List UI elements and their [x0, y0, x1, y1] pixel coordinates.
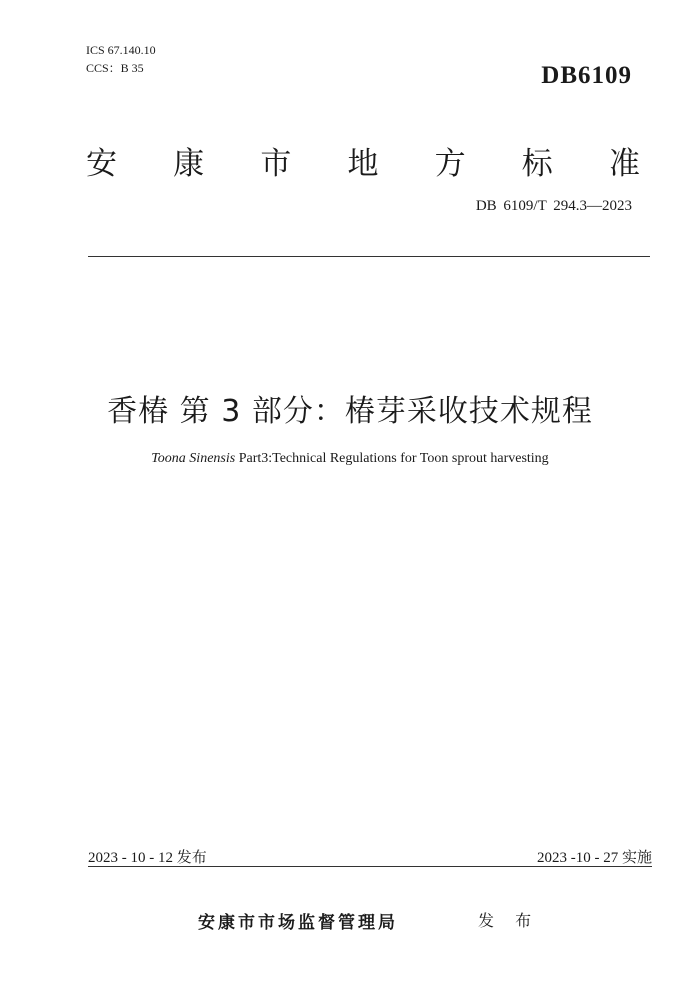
- ics-code: ICS 67.140.10: [86, 43, 156, 57]
- standard-type-char: 康: [173, 146, 205, 182]
- publish-label: 发 布: [478, 911, 540, 930]
- footer-divider: [88, 866, 652, 867]
- standard-type-char: 市: [260, 146, 292, 182]
- issuing-authority: 安康市市场监督管理局: [198, 913, 398, 933]
- header-divider: [88, 256, 650, 257]
- standard-type-char: 安: [86, 146, 117, 182]
- en-title-italic: Toona Sinensis: [151, 451, 236, 466]
- en-title-rest: Part3:Technical Regulations for Toon sprout harvesting: [235, 451, 549, 466]
- standard-type-char: 地: [347, 146, 379, 182]
- standard-type-char: 方: [434, 146, 466, 182]
- standard-type-char: 标: [521, 146, 553, 182]
- standard-type-char: 准: [608, 146, 640, 182]
- db-code-logo: DB6109: [541, 62, 632, 89]
- ccs-code: CCS：B 35: [86, 61, 144, 75]
- implementation-date: 2023 -10 - 27 实施: [537, 850, 652, 866]
- document-title-cn: 香椿 第 3 部分：椿芽采收技术规程: [107, 394, 593, 429]
- document-title-en: [0, 451, 700, 467]
- issue-date: 2023 - 10 - 12 发布: [88, 850, 207, 866]
- standard-number: DB 6109/T 294.3—2023: [475, 198, 632, 214]
- standard-type-title: [86, 138, 640, 183]
